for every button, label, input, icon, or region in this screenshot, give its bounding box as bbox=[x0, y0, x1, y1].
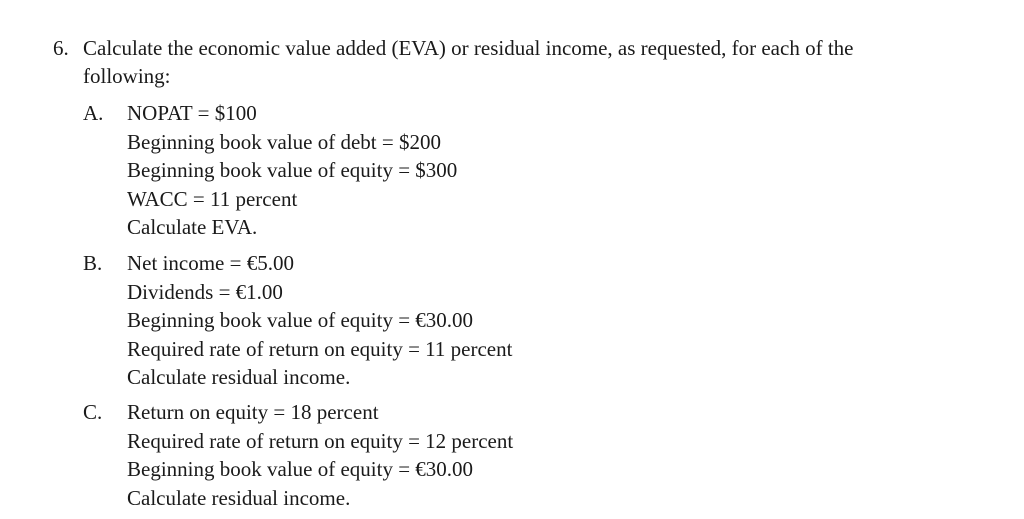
part-label: C. bbox=[83, 400, 103, 424]
instruction-line: Calculate residual income. bbox=[127, 485, 351, 510]
part-lines bbox=[127, 99, 927, 242]
part-label: B. bbox=[83, 251, 103, 275]
given-line: Required rate of return on equity = 12 percent bbox=[127, 428, 514, 453]
part-lines bbox=[127, 398, 927, 512]
instruction-line: Calculate residual income. bbox=[127, 365, 351, 389]
part-label: A. bbox=[83, 101, 104, 125]
given-line: Beginning book value of equity = €30.00 bbox=[127, 457, 474, 481]
given-line: Dividends = €1.00 bbox=[127, 279, 283, 304]
question-prompt: Calculate the economic value added (EVA) or residual income, as requested, for each of the following: bbox=[83, 36, 854, 88]
question-number: 6. bbox=[53, 36, 69, 60]
instruction-line: Calculate EVA. bbox=[127, 215, 258, 239]
given-line: Beginning book value of equity = €30.00 bbox=[127, 308, 474, 332]
given-line: WACC = 11 percent bbox=[127, 186, 298, 211]
given-line: Beginning book value of equity = $300 bbox=[127, 158, 458, 182]
given-line: NOPAT = $100 bbox=[127, 101, 257, 125]
given-line: Net income = €5.00 bbox=[127, 251, 294, 275]
given-line: Required rate of return on equity = 11 percent bbox=[127, 336, 513, 361]
part-lines bbox=[127, 249, 927, 392]
given-line: Return on equity = 18 percent bbox=[127, 400, 379, 424]
given-line: Beginning book value of debt = $200 bbox=[127, 129, 441, 154]
